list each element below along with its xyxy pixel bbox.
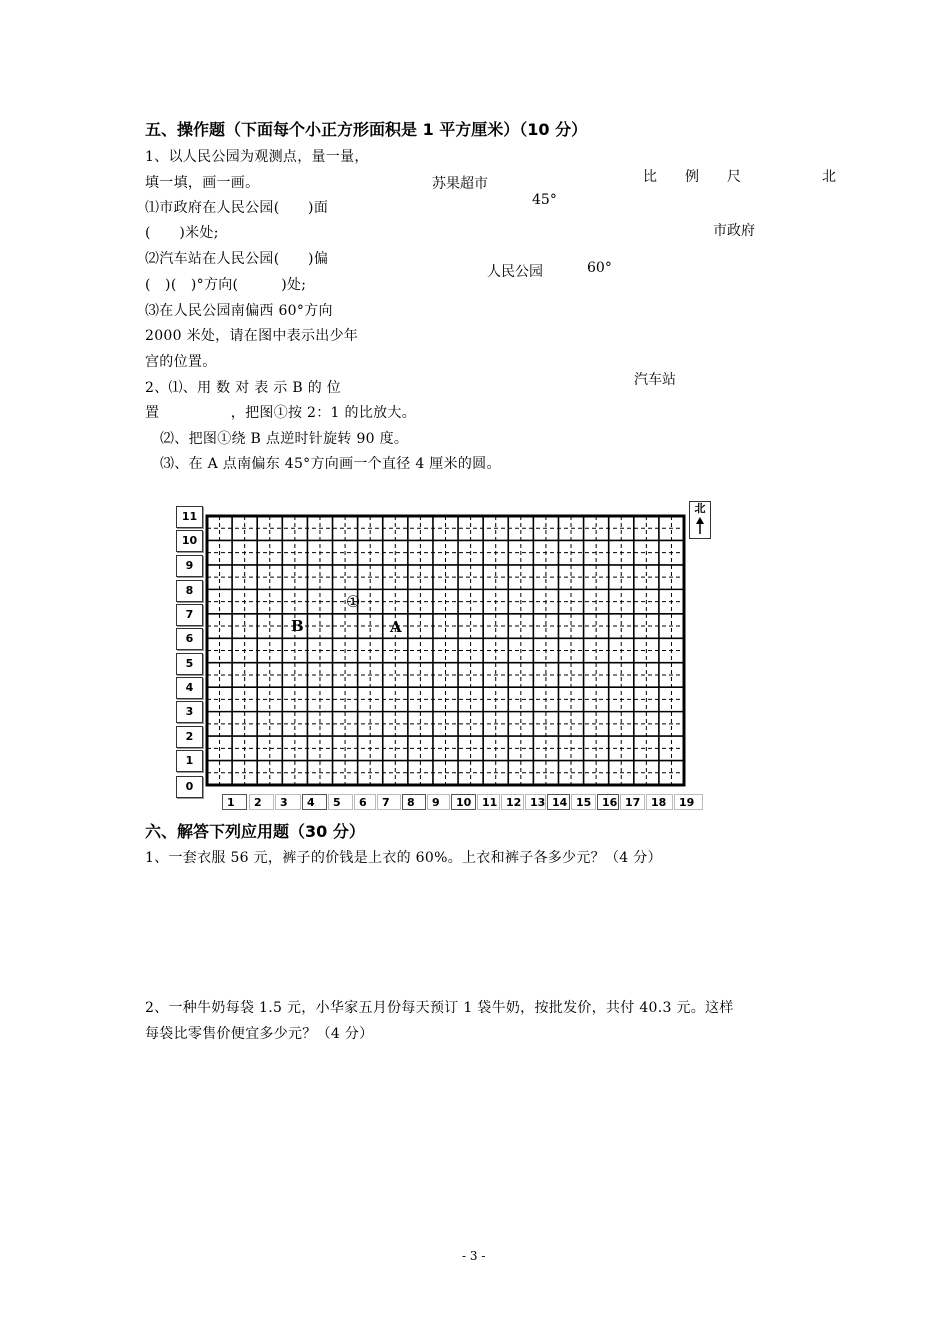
x-label: 6 [354,794,376,810]
section6-q2-line2: 每袋比零售价便宜多少元？（4 分） [145,1026,374,1042]
q2-line: 置 ，把图①按 2：1 的比放大。 [145,405,417,421]
x-label: 7 [377,794,401,810]
x-label: 1 [222,794,247,810]
section5-heading: 五、操作题（下面每个小正方形面积是 1 平方厘米）（10 分） [145,120,588,139]
x-label: 2 [249,794,274,810]
section6-q1: 1、一套衣服 56 元，裤子的价钱是上衣的 60%。上衣和裤子各多少元？（4 分） [145,850,662,866]
section6-heading: 六、解答下列应用题（30 分） [145,822,365,841]
q1-line: ( )( )°方向( )处; [145,277,307,293]
map-angle-45: 45° [532,192,557,208]
map-scale-label: 比 例 尺 [643,169,741,185]
y-label: 3 [176,701,203,723]
x-label: 10 [451,794,476,810]
point-a-label: A [390,618,402,636]
map-bus-station-label: 汽车站 [634,372,676,388]
x-label: 4 [302,794,327,810]
x-label: 15 [571,794,596,810]
q1-line: 填一填，画一画。 [145,175,260,191]
x-label: 8 [402,794,426,810]
north-indicator [689,501,711,539]
y-label: 5 [176,653,203,675]
q2-line: 2、⑴、用 数 对 表 示 B 的 位 [145,380,342,396]
x-label: 13 [525,794,546,810]
section6-q2-line1: 2、一种牛奶每袋 1.5 元，小华家五月份每天预订 1 袋牛奶，按批发价，共付 40.3 元。这样 [145,1000,734,1016]
q1-line: ⑵汽车站在人民公园( )偏 [145,251,329,267]
x-label: 5 [328,794,353,810]
y-label: 0 [176,776,203,798]
q2-line: ⑵、把图①绕 B 点逆时针旋转 90 度。 [160,431,409,447]
q1-line: 2000 米处，请在图中表示出少年 [145,328,359,344]
x-label: 16 [597,794,619,810]
page-number: - 3 - [462,1249,486,1263]
x-label: 17 [620,794,645,810]
y-label: 9 [176,555,203,577]
q1-line: ( )米处; [145,225,219,241]
point-b-label: B [291,617,304,635]
map-north-label: 北 [822,169,836,185]
map-angle-60: 60° [587,260,612,276]
grid-lines [207,516,684,785]
x-label: 19 [674,794,703,810]
map-park-label: 人民公园 [487,264,543,280]
y-label: 7 [176,604,203,626]
figure-1-marker: ① [346,592,361,611]
y-label: 2 [176,726,203,748]
x-label: 9 [427,794,450,810]
x-label: 12 [501,794,524,810]
map-city-hall-label: 市政府 [713,223,755,239]
q1-line: ⑶在人民公园南偏西 60°方向 [145,303,333,319]
map-supermarket-label: 苏果超市 [432,176,488,192]
q1-line: 1、以人民公园为观测点，量一量， [145,149,369,165]
x-label: 14 [547,794,570,810]
y-label: 4 [176,677,203,699]
x-label: 11 [477,794,500,810]
x-label: 3 [275,794,301,810]
y-label: 11 [176,506,203,528]
q1-line: 宫的位置。 [145,354,217,370]
q1-line: ⑴市政府在人民公园( )面 [145,200,329,216]
x-label: 18 [646,794,673,810]
north-indicator-label: 北 [694,502,706,515]
y-label: 10 [176,530,203,552]
y-label: 1 [176,750,203,772]
north-arrow-icon [690,516,710,536]
y-label: 8 [176,580,203,602]
y-label: 6 [176,628,203,650]
q2-line: ⑶、在 A 点南偏东 45°方向画一个直径 4 厘米的圆。 [160,456,501,472]
